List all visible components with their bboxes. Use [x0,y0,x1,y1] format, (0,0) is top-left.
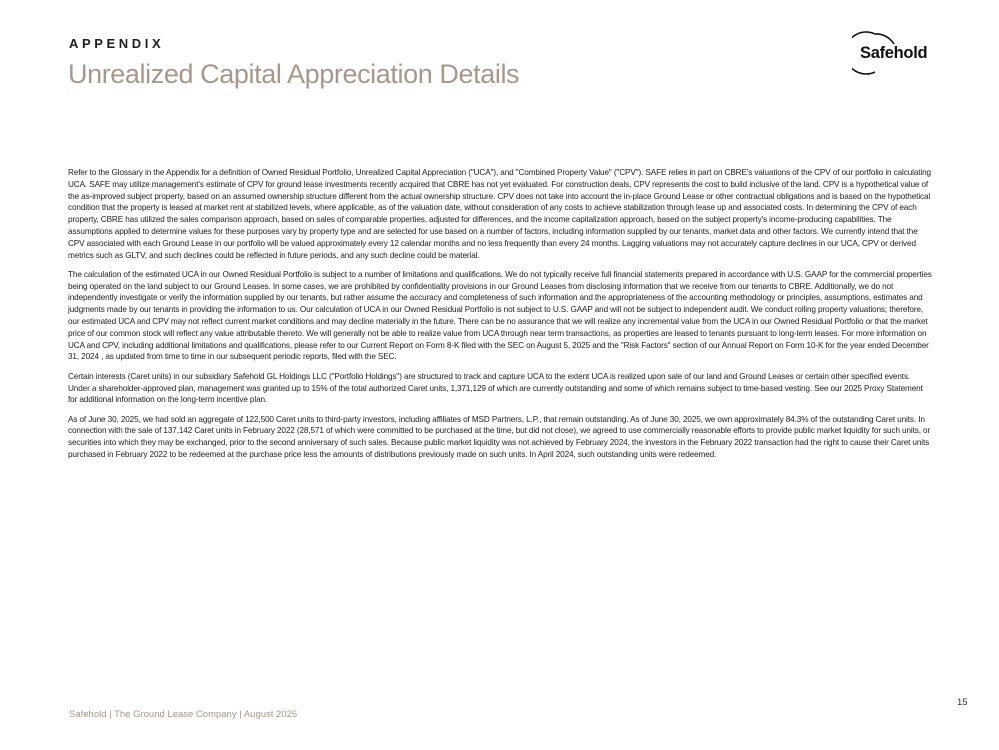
footer-text: Safehold | The Ground Lease Company | August 2025 [69,709,298,720]
paragraph-uca-limitations: The calculation of the estimated UCA in our Owned Residual Portfolio is subject to a number of limitations and qualifications. We do not typically receive full financial statements prepared in accordance with U.S. GAAP for the commercial properties being operated on the land subject to our Ground Leases. In some cases, we are prohibited by confidentiality provisions in our Ground Leases from disclosing information that we receive from our tenants to CBRE. Additionally, we do not independently investigate or verify the information supplied by our tenants, but rather assume the accuracy and completeness of such information and the appropriateness of the accounting methodology or principles, assumptions, estimates and judgments made by our tenants in providing the information to us. Our calculation of UCA in our Owned Residual Portfolio is not subject to U.S. GAAP and will not be subject to independent audit. We conduct rolling property valuations; therefore, our estimated UCA and CPV may not reflect current market conditions and may decline materially in the future. There can be no assurance that we will realize any incremental value from the UCA in our Owned Residual Portfolio or that the market price of our common stock will reflect any value attributable thereto. We will generally not be able to realize value from UCA through near term transactions, as properties are leased to tenants pursuant to long-term leases. For more information on UCA and CPV, including additional limitations and qualifications, please refer to our Current Report on Form 8-K filed with the SEC on August 5, 2025 and the "Risk Factors" section of our Annual Report on Form 10-K for the year ended December 31, 2024 , as updated from time to time in our subsequent periodic reports, filed with the SEC. [68,269,932,362]
section-kicker: APPENDIX [69,36,165,51]
page-title: Unrealized Capital Appreciation Details [68,59,520,89]
disclosure-body [68,167,932,468]
paragraph-caret-sales: As of June 30, 2025, we had sold an aggregate of 122,500 Caret units to third-party investors, including affiliates of MSD Partners, L.P., that remain outstanding. As of June 30, 2025, we own approximately 84.3% of the outstanding Caret units. In connection with the sale of 137,142 Caret units in February 2022 (28,571 of which were committed to be purchased at the time, but did not close), we agreed to use commercially reasonable efforts to provide public market liquidity for such units, or securities into which they may be exchanged, prior to the second anniversary of such sales. Because public market liquidity was not achieved by February 2024, the investors in the February 2022 transaction had the right to cause their Caret units purchased in February 2022 to be redeemed at the purchase price less the amounts of distributions previously made on such units. In April 2024, such outstanding units were redeemed. [68,414,931,460]
paragraph-caret-units: Certain interests (Caret units) in our subsidiary Safehold GL Holdings LLC ("Portfolio Holdings") are structured to track and capture UCA to the extent UCA is realized upon sale of our land and Ground Leases or certain other specified events. Under a shareholder-approved plan, management was granted up to 15% of the total authorized Caret units, 1,371,129 of which are currently outstanding and some of which remains subject to time-based vesting. See our 2025 Proxy Statement for additional information on the long-term incentive plan. [68,371,923,405]
page-number: 15 [957,697,968,708]
paragraph-valuation: Refer to the Glossary in the Appendix for a definition of Owned Residual Portfolio, Unrealized Capital Appreciation ("UCA"), and "Combined Property Value" ("CPV"). SAFE relies in part on CBRE's valuations of the CPV of our portfolio in calculating UCA. SAFE may utilize management's estimate of CPV for ground lease investments recently acquired that CBRE has not yet evaluated. For construction deals, CPV represents the cost to build inclusive of the land. CPV is a hypothetical value of the as-improved subject property, based on an assumed ownership structure different from the actual ownership structure. CPV does not take into account the in-place Ground Lease or other contractual obligations and is based on the hypothetical condition that the property is leased at market rent at stabilized levels, where applicable, as of the valuation date, without consideration of any costs to achieve stabilization through lease up and associated costs. In determining the CPV of each property, CBRE has utilized the sales comparison approach, based on sales of comparable properties, adjusted for differences, and the income capitalization approach, based on the subject property's income-producing capabilities. The assumptions applied to determine values for these purposes vary by property type and are selected for use based on a number of factors, including information supplied by our tenants, market data and other factors. We currently intend that the CPV associated with each Ground Lease in our portfolio will be valued approximately every 12 calendar months and no less frequently than every 24 months. Lagging valuations may not accurately capture declines in our UCA, CPV or derived metrics such as GLTV, and such declines could be reflected in future periods, and any such decline could be material. [68,168,931,260]
logo-wordmark: Safehold [860,44,928,62]
safehold-logo [852,30,934,76]
